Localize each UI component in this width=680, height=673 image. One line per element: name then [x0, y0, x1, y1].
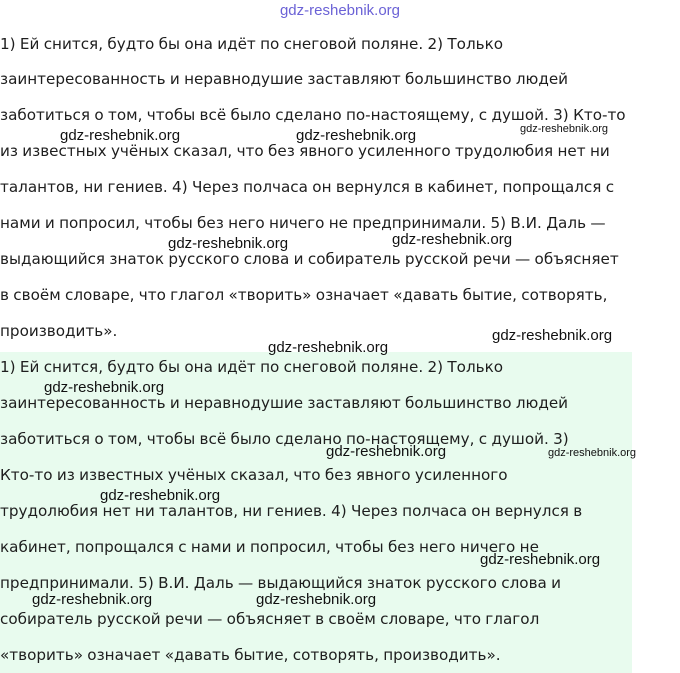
text-line: кабинет, попрощался с нами и попросил, чтобы без него ничего не [0, 538, 539, 556]
text-line: заботиться о том, чтобы всё было сделано по-настоящему, с душой. 3) Кто-то [0, 106, 626, 124]
watermark: gdz-reshebnik.org [256, 591, 377, 608]
watermark: gdz-reshebnik.org [326, 443, 447, 460]
watermark: gdz-reshebnik.org [60, 127, 181, 144]
watermark: gdz-reshebnik.org [268, 339, 389, 356]
watermark: gdz-reshebnik.org [44, 379, 165, 396]
site-header-watermark[interactable]: gdz-reshebnik.org [279, 2, 401, 19]
text-line: талантов, ни гениев. 4) Через полчаса он вернулся в кабинет, попрощался с [0, 178, 615, 196]
watermark: gdz-reshebnik.org [168, 235, 289, 252]
text-line: «творить» означает «давать бытие, сотворять, производить». [0, 646, 501, 664]
watermark: gdz-reshebnik.org [492, 327, 613, 344]
text-line: трудолюбия нет ни талантов, ни гениев. 4) Через полчаса он вернулся в [0, 502, 583, 520]
text-line: 1) Ей снится, будто бы она идёт по снеговой поляне. 2) Только [0, 35, 504, 53]
text-line: предпринимали. 5) В.И. Даль — выдающийся знаток русского слова и [0, 574, 562, 592]
text-line: заботиться о том, чтобы всё было сделано по-настоящему, с душой. 3) [0, 430, 569, 448]
text-line: в своём словаре, что глагол «творить» означает «давать бытие, сотворять, [0, 286, 608, 304]
watermark: gdz-reshebnik.org [100, 487, 221, 504]
text-line: заинтересованность и неравнодушие заставляют большинство людей [0, 70, 569, 88]
text-line: заинтересованность и неравнодушие заставляют большинство людей [0, 394, 569, 412]
watermark: gdz-reshebnik.org [548, 447, 637, 459]
text-line: производить». [0, 322, 118, 340]
text-line: собиратель русской речи — объясняет в своём словаре, что глагол [0, 610, 540, 628]
text-line: выдающийся знаток русского слова и собиратель русской речи — объясняет [0, 250, 619, 268]
text-line: Кто-то из известных учёных сказал, что без явного усиленного [0, 466, 508, 484]
watermark: gdz-reshebnik.org [480, 551, 601, 568]
watermark: gdz-reshebnik.org [296, 127, 417, 144]
watermark: gdz-reshebnik.org [392, 231, 513, 248]
text-line: из известных учёных сказал, что без явного усиленного трудолюбия нет ни [0, 142, 610, 160]
answer-text-block [0, 352, 632, 673]
text-line: нами и попросил, чтобы без него ничего не предпринимали. 5) В.И. Даль — [0, 214, 606, 232]
watermark: gdz-reshebnik.org [520, 123, 609, 135]
text-line: 1) Ей снится, будто бы она идёт по снеговой поляне. 2) Только [0, 358, 504, 376]
watermark: gdz-reshebnik.org [32, 591, 153, 608]
